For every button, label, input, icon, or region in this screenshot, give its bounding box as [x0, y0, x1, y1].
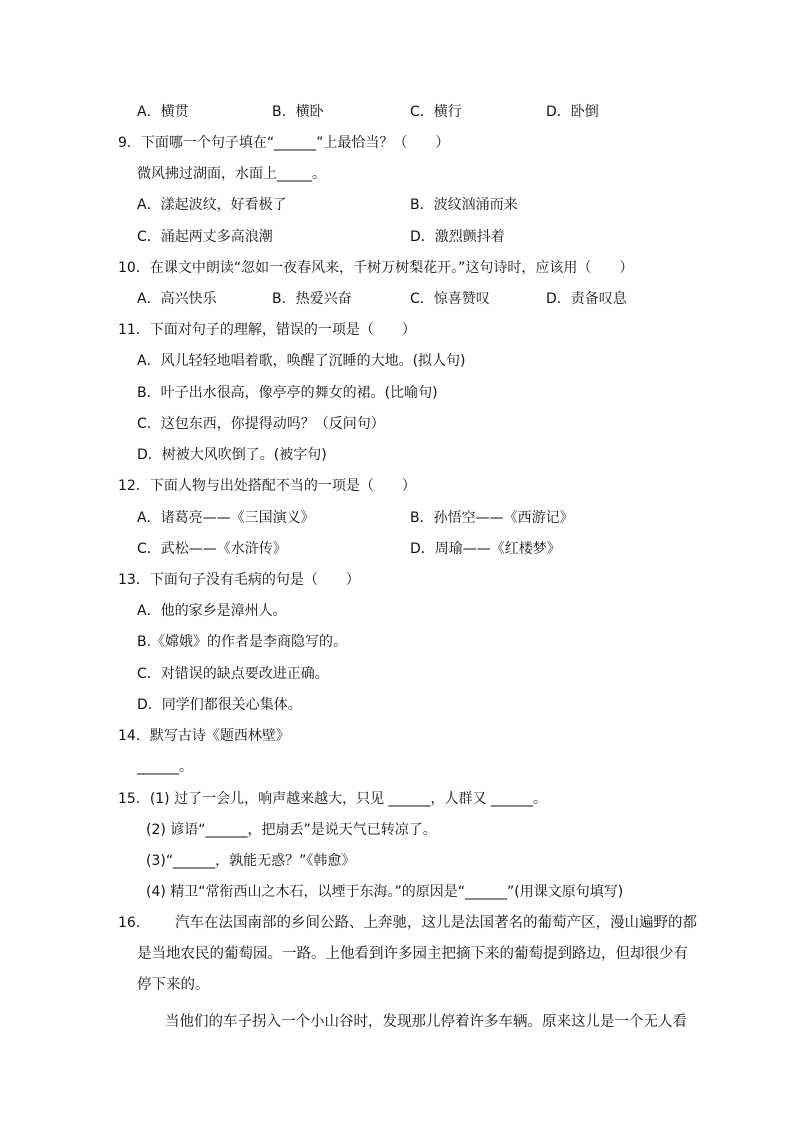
q14-answer-blank: ______。: [137, 759, 193, 775]
q13-option-c: C．对错误的缺点要改进正确。: [137, 666, 329, 682]
q9-option-c: C．涌起两丈多高浪潮: [137, 229, 273, 245]
q10-option-b: B．热爱兴奋: [272, 291, 352, 307]
q9-option-b: B．波纹汹涌而来: [410, 197, 518, 213]
q12-option-b: B．孙悟空——《西游记》: [410, 510, 574, 526]
q16-passage-line-4: 当他们的车子拐入一个小山谷时，发现那儿停着许多车辆。原来这儿是一个无人看: [165, 1014, 687, 1030]
q13-option-d: D．同学们都很关心集体。: [137, 697, 302, 713]
q16-passage-line-2: 是当地农民的葡萄园。一路。上他看到许多园主把摘下来的葡萄提到路边，但却很少有: [137, 946, 688, 962]
q11-option-c: C．这包东西，你提得动吗？（反问句）: [137, 416, 385, 432]
q15-item-3: (3)“______，孰能无惑？”《韩愈》: [146, 853, 356, 869]
q11-option-d: D．树被大风吹倒了。(被字句): [137, 447, 327, 463]
q10-stem: 10．在课文中朗读“忽如一夜春风来，千树万树梨花开。”这句诗时，应该用（ ）: [118, 260, 634, 276]
q13-option-b: B.《嫦娥》的作者是李商隐写的。: [137, 634, 348, 650]
q14-stem: 14．默写古诗《题西林壁》: [118, 728, 290, 744]
q8-option-b: B．横卧: [272, 104, 324, 120]
q16-number: 16．: [118, 915, 150, 931]
q12-option-d: D．周瑜——《红楼梦》: [410, 541, 561, 557]
q15-item-2: (2) 谚语“______，把扇丢”是说天气已转凉了。: [146, 822, 437, 838]
q13-stem: 13．下面句子没有毛病的句是（ ）: [118, 572, 360, 588]
q9-option-d: D．激烈颤抖着: [410, 229, 505, 245]
q11-stem: 11．下面对句子的理解，错误的一项是（ ）: [118, 322, 416, 338]
q11-option-b: B．叶子出水很高，像亭亭的舞女的裙。(比喻句): [137, 385, 438, 401]
q15-item-4: (4) 精卫“常衔西山之木石，以堙于东海。”的原因是“______”(用课文原句填写): [146, 884, 624, 900]
q10-option-c: C．惊喜赞叹: [410, 291, 490, 307]
q16-passage-line-1: 汽车在法国南部的乡间公路、上奔驰，这儿是法国著名的葡萄产区，漫山遍野的都: [175, 915, 697, 931]
q9-sentence: 微风拂过湖面，水面上_____。: [137, 166, 326, 182]
q10-option-d: D．责备叹息: [546, 291, 627, 307]
q8-option-a: A．横贯: [137, 104, 189, 120]
q12-option-a: A．诸葛亮——《三国演义》: [137, 510, 315, 526]
q15-item-1: 15．(1) 过了一会儿，响声越来越大，只见 ______，人群又 ______。: [118, 791, 547, 807]
q12-option-c: C．武松——《水浒传》: [137, 541, 287, 557]
q16-passage-line-3: 停下来的。: [137, 977, 210, 993]
q8-option-c: C．横行: [410, 104, 462, 120]
q13-option-a: A．他的家乡是漳州人。: [137, 603, 287, 619]
q12-stem: 12．下面人物与出处搭配不当的一项是（ ）: [118, 478, 416, 494]
q9-option-a: A．漾起波纹，好看极了: [137, 197, 287, 213]
q8-option-d: D．卧倒: [546, 104, 599, 120]
q9-stem: 9．下面哪一个句子填在“______”上最恰当？（ ）: [118, 135, 450, 151]
q11-option-a: A．风儿轻轻地唱着歌，唤醒了沉睡的大地。(拟人句): [137, 353, 466, 369]
q10-option-a: A．高兴快乐: [137, 291, 217, 307]
